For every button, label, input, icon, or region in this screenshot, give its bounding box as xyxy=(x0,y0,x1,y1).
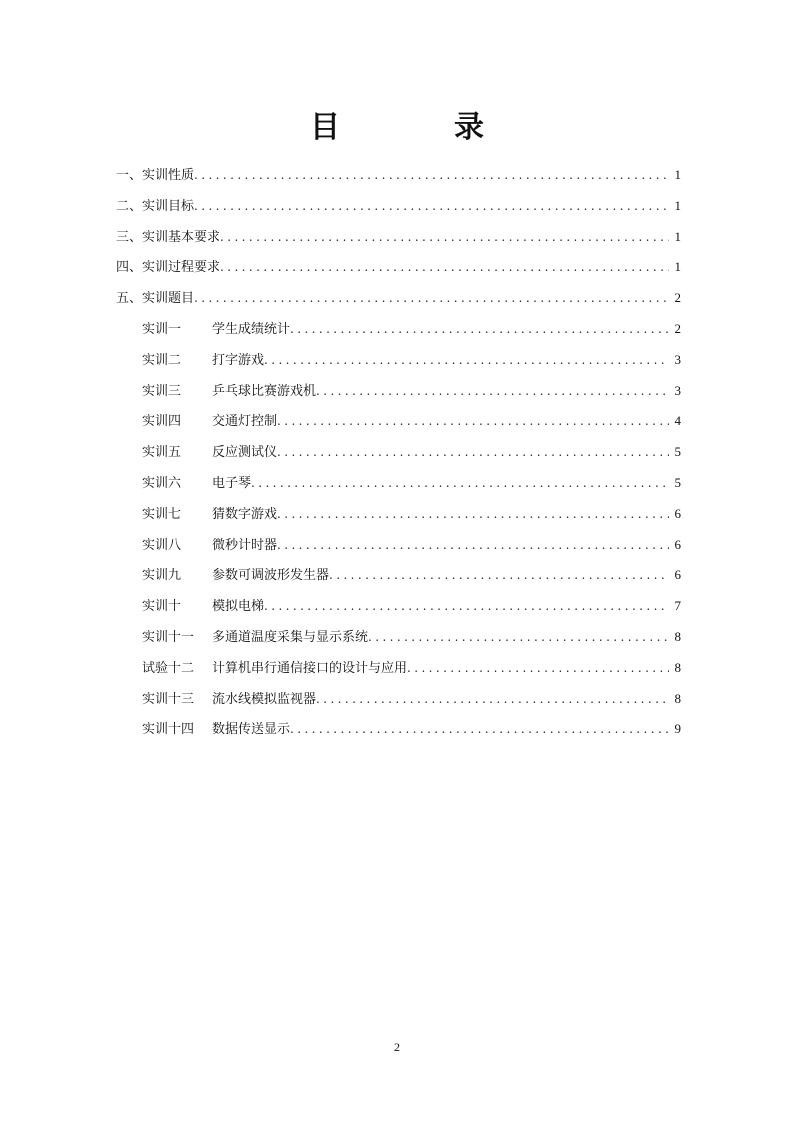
toc-entry-page: 6 xyxy=(674,505,681,521)
toc-entry-title: 打字游戏 xyxy=(212,352,265,368)
dot-leader xyxy=(220,252,668,283)
dot-leader xyxy=(277,499,668,530)
dot-leader xyxy=(251,468,668,499)
toc-entry-number: 实训四 xyxy=(142,414,182,430)
toc-entry-page: 9 xyxy=(674,721,681,737)
toc-entry-title: 多通道温度采集与显示系统 xyxy=(212,629,369,645)
toc-entry-page: 3 xyxy=(674,382,681,398)
toc-entry-number: 三、 xyxy=(116,229,143,245)
dot-leader xyxy=(277,437,668,468)
toc-subentry[interactable] xyxy=(116,499,681,530)
dot-leader xyxy=(368,622,668,653)
toc-subentry[interactable] xyxy=(116,406,681,437)
toc-entry-title: 实训目标 xyxy=(142,198,195,214)
dot-leader xyxy=(290,314,668,345)
toc-entry-number: 实训一 xyxy=(142,321,182,337)
toc-entry-title: 电子琴 xyxy=(212,475,252,491)
toc-entry-title: 实训过程要求 xyxy=(142,260,221,276)
toc-entry-page: 1 xyxy=(674,197,681,213)
toc-subentry[interactable] xyxy=(116,314,681,345)
toc-entry-number: 实训九 xyxy=(142,568,182,584)
dot-leader xyxy=(277,406,668,437)
dot-leader xyxy=(316,376,668,407)
dot-leader xyxy=(220,222,668,253)
dot-leader xyxy=(194,283,668,314)
dot-leader xyxy=(194,160,668,191)
toc-entry-title: 微秒计时器 xyxy=(212,537,278,553)
toc-entry-number: 四、 xyxy=(116,260,143,276)
dot-leader xyxy=(407,653,668,684)
dot-leader xyxy=(194,191,668,222)
toc-entry-page: 6 xyxy=(674,567,681,583)
toc-entry-number: 实训十一 xyxy=(142,629,195,645)
toc-entry-title: 模拟电梯 xyxy=(212,599,265,615)
toc-entry-number: 试验十二 xyxy=(142,660,195,676)
toc-entry-number: 实训七 xyxy=(142,506,182,522)
toc-entry-page: 2 xyxy=(674,290,681,306)
toc-entry[interactable] xyxy=(116,191,681,222)
page-number: 2 xyxy=(394,1040,400,1054)
toc-entry-page: 1 xyxy=(674,259,681,275)
toc-subentry[interactable] xyxy=(116,684,681,715)
toc-entry-number: 实训五 xyxy=(142,445,182,461)
toc-entry-title: 交通灯控制 xyxy=(212,414,278,430)
toc-entry-number: 五、 xyxy=(116,291,143,307)
toc-entry-number: 实训三 xyxy=(142,383,182,399)
toc-entry[interactable] xyxy=(116,283,681,314)
toc-entry-number: 实训八 xyxy=(142,537,182,553)
toc-subentry[interactable] xyxy=(116,468,681,499)
toc-entry-page: 2 xyxy=(674,320,681,336)
toc-entry-title: 猜数字游戏 xyxy=(212,506,278,522)
toc-entry-title: 反应测试仪 xyxy=(212,445,278,461)
toc-entry-number: 实训二 xyxy=(142,352,182,368)
dot-leader xyxy=(290,714,668,745)
toc-entry-number: 实训十四 xyxy=(142,722,195,738)
toc-entry-page: 8 xyxy=(674,628,681,644)
toc-title: 目 录 xyxy=(310,110,526,145)
toc-subentry[interactable] xyxy=(116,714,681,745)
toc-subentry[interactable] xyxy=(116,345,681,376)
dot-leader xyxy=(264,345,668,376)
toc-subentry[interactable] xyxy=(116,591,681,622)
toc-entry-number: 实训十三 xyxy=(142,691,195,707)
toc-entry-page: 8 xyxy=(674,659,681,675)
toc-entry-page: 7 xyxy=(674,598,681,614)
toc-entry-page: 1 xyxy=(674,228,681,244)
toc-entry-page: 6 xyxy=(674,536,681,552)
toc-subentry[interactable] xyxy=(116,376,681,407)
toc-subentry[interactable] xyxy=(116,622,681,653)
toc-entry-page: 8 xyxy=(674,690,681,706)
table-of-contents xyxy=(116,160,681,745)
toc-entry-title: 数据传送显示 xyxy=(212,722,291,738)
dot-leader xyxy=(264,591,668,622)
toc-entry-page: 5 xyxy=(674,474,681,490)
toc-entry-number: 二、 xyxy=(116,198,143,214)
dot-leader xyxy=(316,684,668,715)
toc-entry-title: 计算机串行通信接口的设计与应用 xyxy=(212,660,408,676)
toc-subentry[interactable] xyxy=(116,560,681,591)
dot-leader xyxy=(277,530,668,561)
toc-entry-page: 1 xyxy=(674,167,681,182)
toc-entry-page: 3 xyxy=(674,351,681,367)
toc-entry[interactable] xyxy=(116,160,681,191)
toc-entry-page: 5 xyxy=(674,444,681,460)
toc-entry-title: 实训基本要求 xyxy=(142,229,221,245)
dot-leader xyxy=(329,560,668,591)
toc-entry-title: 流水线模拟监视器 xyxy=(212,691,317,707)
toc-entry-number: 实训六 xyxy=(142,475,182,491)
toc-entry-number: 实训十 xyxy=(142,599,182,615)
toc-entry-title: 实训题目 xyxy=(142,291,195,307)
toc-entry-title: 学生成绩统计 xyxy=(212,321,291,337)
toc-entry-number: 一、 xyxy=(116,168,143,183)
toc-entry-page: 4 xyxy=(674,413,681,429)
toc-entry[interactable] xyxy=(116,252,681,283)
toc-subentry[interactable] xyxy=(116,530,681,561)
toc-entry[interactable] xyxy=(116,222,681,253)
toc-subentry[interactable] xyxy=(116,437,681,468)
toc-entry-title: 实训性质 xyxy=(142,168,195,183)
toc-subentry[interactable] xyxy=(116,653,681,684)
toc-entry-title: 乒乓球比赛游戏机 xyxy=(212,383,317,399)
toc-entry-title: 参数可调波形发生器 xyxy=(212,568,330,584)
